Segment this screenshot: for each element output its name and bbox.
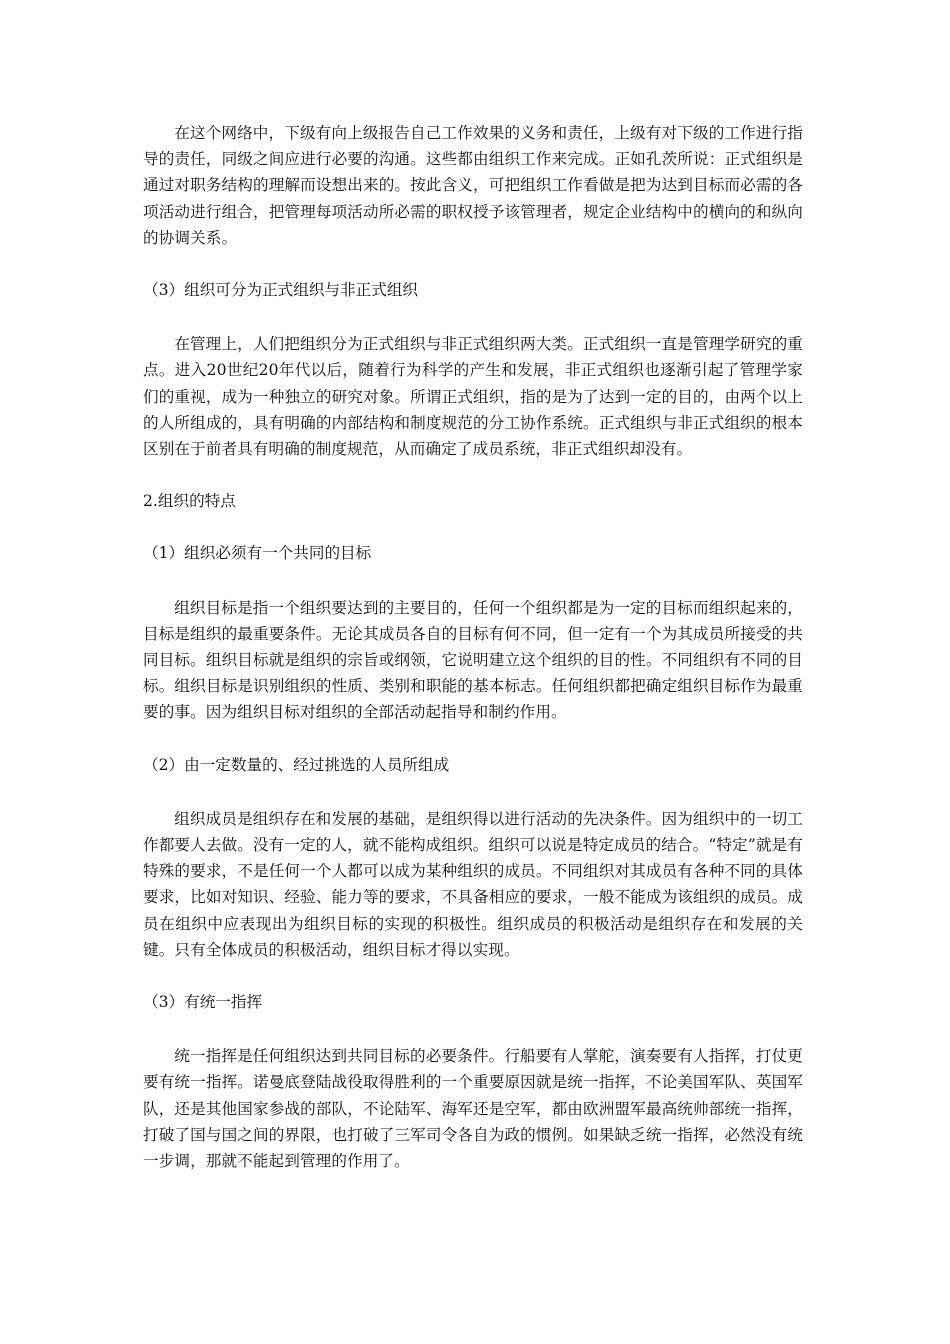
heading-unified-command: （3）有统一指挥 xyxy=(143,993,263,1012)
document-page xyxy=(143,120,803,1174)
heading-selected-members: （2）由一定数量的、经过挑选的人员所组成 xyxy=(143,755,450,774)
paragraph-common-goal: 组织目标是指一个组织要达到的主要目的，任何一个组织都是为一定的目标而组织起来的，目标是组织的最重要条件。无论其成员各自的目标有何不同，但一定有一个为其成员所接受的共同目标。组织目标就是组织的宗旨或纲领，它说明建立这个组织的目的性。不同组织有不同的目标。组织目标是识别组织的性质、类别和职能的基本标志。任何组织都把确定组织目标作为最重要的事。因为组织目标对组织的全部活动起指导和制约作用。 xyxy=(143,598,803,722)
paragraph-selected-members: 组织成员是组织存在和发展的基础，是组织得以进行活动的先决条件。因为组织中的一切工作都要人去做。没有一定的人，就不能构成组织。组织可以说是特定成员的结合。“特定”就是有特殊的要求，不是任何一个人都可以成为某种组织的成员。不同组织对其成员有各种不同的具体要求，比如对知识、经验、能力等的要求，不具备相应的要求，一般不能成为该组织的成员。成员在组织中应表现出为组织目标的实现的积极性。组织成员的积极活动是组织存在和发展的关键。只有全体成员的积极活动，组织目标才得以实现。 xyxy=(143,809,803,959)
heading-formal-informal: （3）组织可分为正式组织与非正式组织 xyxy=(143,281,419,300)
paragraph-network-duties: 在这个网络中，下级有向上级报告自己工作效果的义务和责任，上级有对下级的工作进行指导的责任，同级之间应进行必要的沟通。这些都由组织工作来完成。正如孔茨所说：正式组织是通过对职务结构的理解而设想出来的。按此含义，可把组织工作看做是把为达到目标而必需的各项活动进行组合，把管理每项活动所必需的职权授予该管理者，规定企业结构中的横向的和纵向的协调关系。 xyxy=(143,124,803,247)
heading-org-characteristics: 2.组织的特点 xyxy=(143,492,236,511)
heading-common-goal: （1）组织必须有一个共同的目标 xyxy=(143,544,372,563)
paragraph-formal-informal: 在管理上，人们把组织分为正式组织与非正式组织两大类。正式组织一直是管理学研究的重点。进入20世纪20年代以后，随着行为科学的产生和发展，非正式组织也逐渐引起了管理学家们的重视，成为一种独立的研究对象。所谓正式组织，指的是为了达到一定的目的，由两个以上的人所组成的，具有明确的内部结构和制度规范的分工协作系统。正式组织与非正式组织的根本区别在于前者具有明确的制度规范，从而确定了成员系统，非正式组织却没有。 xyxy=(143,335,803,459)
paragraph-unified-command: 统一指挥是任何组织达到共同目标的必要条件。行船要有人掌舵，演奏要有人指挥，打仗更要有统一指挥。诺曼底登陆战役取得胜利的一个重要原因就是统一指挥，不论美国军队、英国军队，还是其他国家参战的部队，不论陆军、海军还是空军，都由欧洲盟军最高统帅部统一指挥，打破了国与国之间的界限，也打破了三军司令各自为政的惯例。如果缺乏统一指挥，必然没有统一步调，那就不能起到管理的作用了。 xyxy=(143,1047,803,1171)
